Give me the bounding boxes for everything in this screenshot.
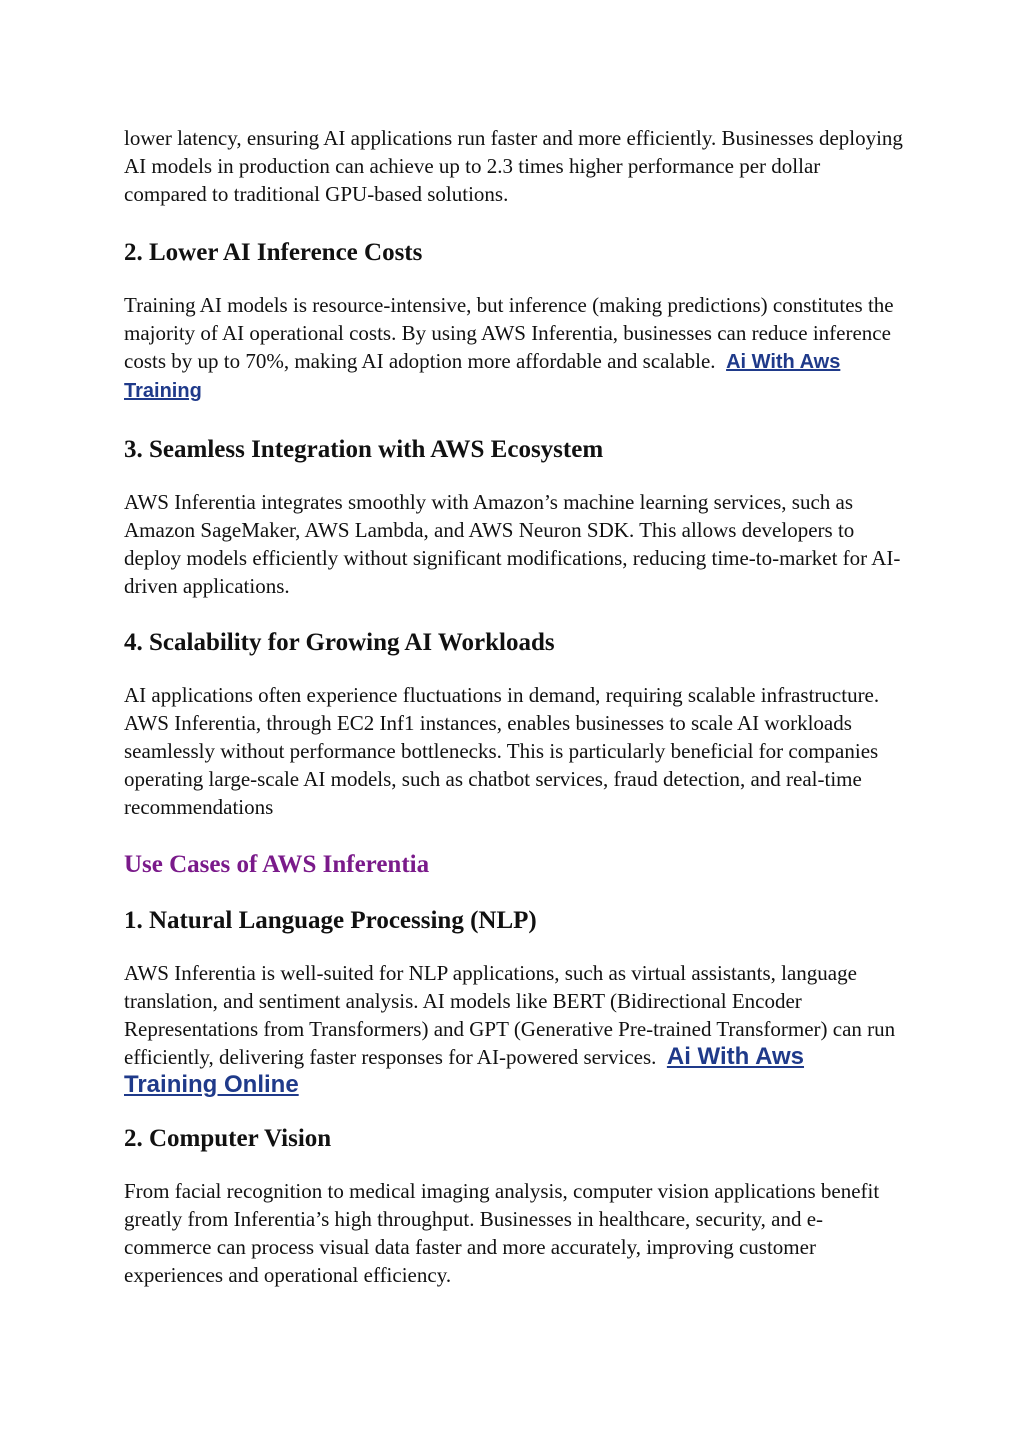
heading-nlp: 1. Natural Language Processing (NLP) bbox=[124, 907, 537, 934]
heading-computer-vision: 2. Computer Vision bbox=[124, 1125, 332, 1152]
ai-with-aws-training-link[interactable]: Ai With Aws Training bbox=[124, 351, 841, 402]
intro-paragraph: lower latency, ensuring AI applications run faster and more efficiently. Businesses deploying AI models in production can achieve up to 2.3 times higher performance per dollar compared to traditional GPU-based solutions. bbox=[124, 126, 903, 206]
paragraph-lower-inference-costs bbox=[124, 291, 904, 405]
heading-lower-inference-costs: 2. Lower AI Inference Costs bbox=[124, 239, 423, 266]
heading-seamless-integration: 3. Seamless Integration with AWS Ecosystem bbox=[124, 436, 604, 463]
ai-with-aws-training-online-link[interactable]: Ai With Aws Training Online bbox=[124, 1043, 805, 1098]
paragraph-computer-vision: From facial recognition to medical imaging analysis, computer vision applications benefit greatly from Inferentia’s high throughput. Businesses in healthcare, security, and e-commerce can process visual data faster and more accurately, improving customer experiences and operational efficiency. bbox=[124, 1179, 880, 1287]
heading-scalability: 4. Scalability for Growing AI Workloads bbox=[124, 629, 555, 656]
nlp-body-text: AWS Inferentia is well-suited for NLP applications, such as virtual assistants, language translation, and sentiment analysis. AI models like BERT (Bidirectional Encoder Representations from Transformers) and GPT (Generative Pre-trained Transformer) can run efficiently, delivering faster responses for AI-powered services. bbox=[124, 961, 896, 1069]
lower-costs-body-text: Training AI models is resource-intensive, but inference (making predictions) constitutes the majority of AI operational costs. By using AWS Inferentia, businesses can reduce inference costs by up to 70%, making AI adoption more affordable and scalable. bbox=[124, 293, 894, 373]
document-page bbox=[124, 124, 904, 1289]
heading-use-cases: Use Cases of AWS Inferentia bbox=[124, 851, 430, 878]
paragraph-seamless-integration: AWS Inferentia integrates smoothly with Amazon’s machine learning services, such as Amazon SageMaker, AWS Lambda, and AWS Neuron SDK. This allows developers to deploy models efficiently without significant modifications, reducing time-to-market for AI-driven applications. bbox=[124, 490, 901, 598]
paragraph-nlp bbox=[124, 959, 904, 1099]
paragraph-scalability: AI applications often experience fluctuations in demand, requiring scalable infrastructure. AWS Inferentia, through EC2 Inf1 instances, enables businesses to scale AI workloads seamlessly without performance bottlenecks. This is particularly beneficial for companies operating large-scale AI models, such as chatbot services, fraud detection, and real-time recommendations bbox=[124, 683, 880, 819]
